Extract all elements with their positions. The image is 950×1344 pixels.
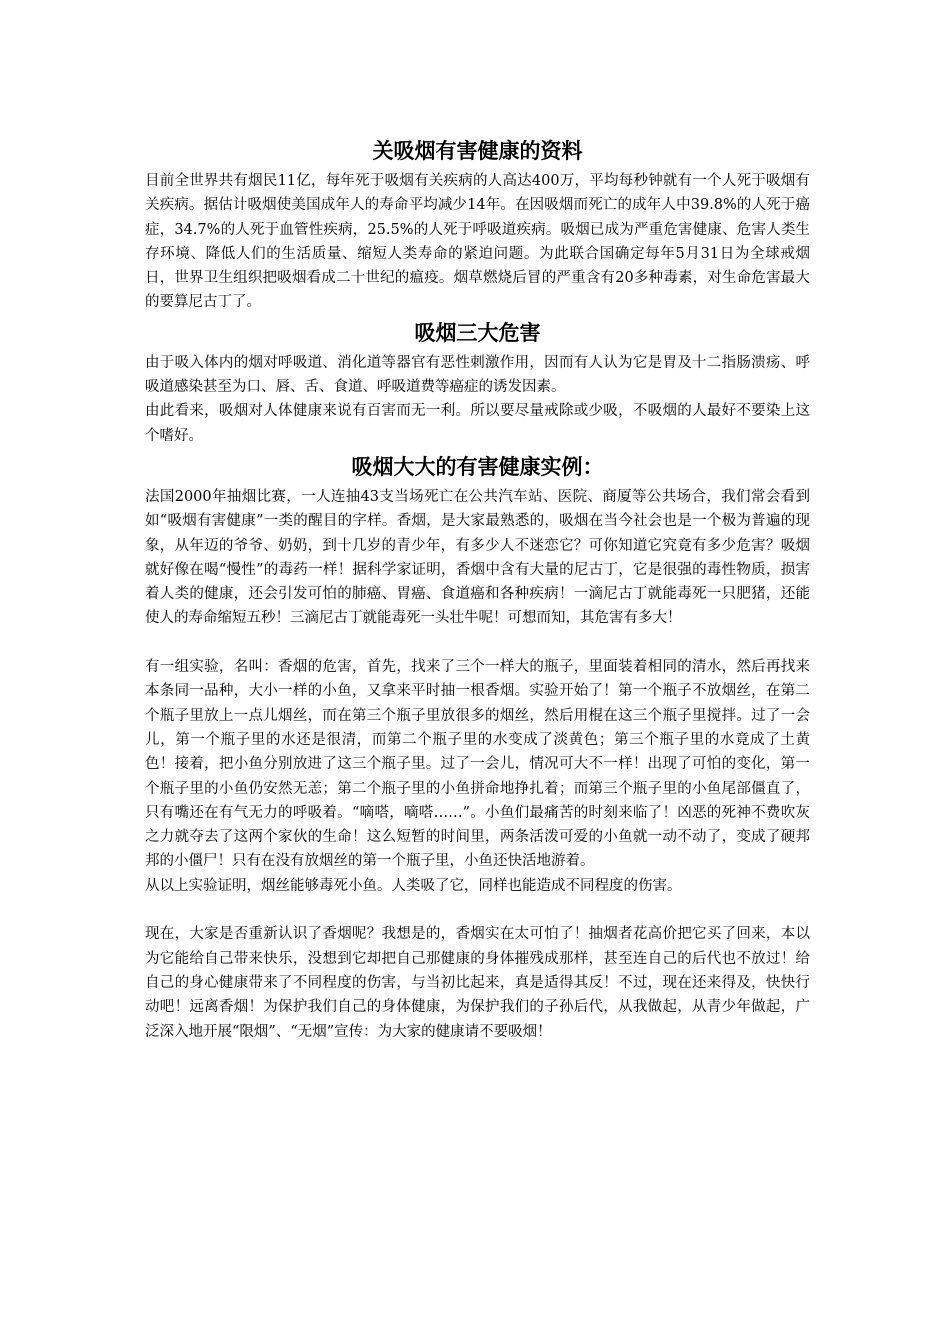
paragraph-experiment-conclusion: 从以上实验证明，烟丝能够毒死小鱼。人类吸了它，同样也能造成不同程度的伤害。 bbox=[145, 877, 682, 894]
paragraph-harms-2: 由此看来，吸烟对人体健康来说有百害而无一利。所以要尽量戒除或少吸，不吸烟的人最好不要染上这个嗜好。 bbox=[145, 403, 810, 444]
paragraph-example-1: 法国2000年抽烟比赛，一人连抽43支当场死亡在公共汽车站、医院、商厦等公共场合，我们常会看到如“吸烟有害健康”一类的醒目的字样。香烟，是大家最熟悉的，吸烟在当今社会也是一个极为普遍的现象，从年迈的爷爷、奶奶，到十几岁的青少年，有多少人不迷恋它？可你知道它究竟有多少危害？吸烟就好像在喝“慢性”的毒药一样！据科学家证明，香烟中含有大量的尼古丁，它是很强的毒性物质，损害着人类的健康，还会引发可怕的肺癌、胃癌、食道癌和各种疾病！一滴尼古丁就能毒死一只肥猪，还能使人的寿命缩短五秒！三滴尼古丁就能毒死一头壮牛呢！可想而知，其危害有多大！ bbox=[145, 488, 810, 627]
paragraph-intro: 目前全世界共有烟民11亿，每年死于吸烟有关疾病的人高达400万，平均每秒钟就有一个人死于吸烟有关疾病。据估计吸烟使美国成年人的寿命平均减少14年。在因吸烟而死亡的成年人中39.8%的人死于癌症，34.7%的人死于血管性疾病，25.5%的人死于呼吸道疾病。吸烟已成为严重危害健康、危害人类生存环境、降低人们的生活质量、缩短人类寿命的紧迫问题。为此联合国确定每年5月31日为全球戒烟日，世界卫生组织把吸烟看成二十世纪的瘟疫。烟草燃烧后冒的严重含有20多种毒素，对生命危害最大的要算尼古丁了。 bbox=[145, 173, 810, 311]
section-heading-2: 吸烟三大危害 bbox=[414, 319, 541, 345]
blank-line bbox=[145, 631, 810, 655]
document-page bbox=[145, 132, 810, 1044]
blank-line bbox=[145, 898, 810, 922]
section-heading-3: 吸烟大大的有害健康实例： bbox=[351, 453, 604, 479]
paragraph-experiment: 有一组实验，名叫：香烟的危害，首先，找来了三个一样大的瓶子，里面装着相同的清水，然后再找来本条同一品种，大小一样的小鱼，又拿来平时抽一根香烟。实验开始了！第一个瓶子不放烟丝，在第二个瓶子里放上一点儿烟丝，而在第三个瓶子里放很多的烟丝，然后用棍在这三个瓶子里搅拌。过了一会儿，第一个瓶子里的水还是很清，而第二个瓶子里的水变成了淡黄色；第三个瓶子里的水竟成了土黄色！接着，把小鱼分别放进了这三个瓶子里。过了一会儿，情况可大不一样！出现了可怕的变化，第一个瓶子里的小鱼仍安然无恙；第二个瓶子里的小鱼拼命地挣扎着；而第三个瓶子里的小鱼尾部僵直了，只有嘴还在有气无力的呼吸着。“嘀嗒，嘀嗒……”。小鱼们最痛苦的时刻来临了！凶恶的死神不费吹灰之力就夺去了这两个家伙的生命！这么短暂的时间里，两条活泼可爱的小鱼就一动不动了，变成了硬邦邦的小僵尸！只有在没有放烟丝的第一个瓶子里，小鱼还快活地游着。 bbox=[145, 659, 810, 870]
paragraph-harms-1: 由于吸入体内的烟对呼吸道、消化道等器官有恶性刺激作用，因而有人认为它是胃及十二指肠溃疡、呼吸道感染甚至为口、唇、舌、食道、呼吸道费等癌症的诱发因素。 bbox=[145, 354, 810, 396]
paragraph-closing: 现在，大家是否重新认识了香烟呢？我想是的，香烟实在太可怕了！抽烟者花高价把它买了回来，本以为它能给自己带来快乐，没想到它却把自己那健康的身体摧残成那样，甚至连自己的后代也不放过！给自己的身心健康带来了不同程度的伤害，与当初比起来，真是适得其反！不过，现在还来得及，快快行动吧！远离香烟！为保护我们自己的身体健康，为保护我们的子孙后代，从我做起，从青少年做起，广泛深入地开展“限烟”、“无烟”宣传：为大家的健康请不要吸烟！ bbox=[145, 926, 810, 1040]
section-heading-1: 关吸烟有害健康的资料 bbox=[372, 138, 583, 163]
